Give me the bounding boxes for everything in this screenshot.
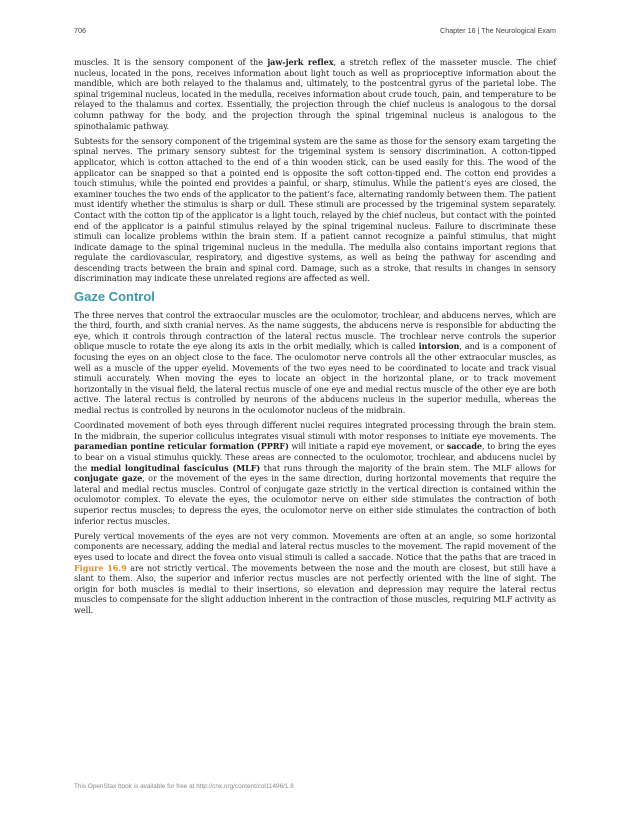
paragraph-trigeminal-nuclei: muscles. It is the sensory component of the jaw-jerk reflex, a stretch reflex of the masseter muscle. The chief nucleus, located in the pons, receives information about light touch as well as proprioceptive information about the mandible, which are both relayed to the thalamus and, ultimately, to the postcentral gyrus of the parietal lobe. The spinal trigeminal nucleus, located in the medulla, receives information about crude touch, pain, and temperature to be relayed to the thalamus and cortex. Essentially, the projection through the chief nucleus is analogous to the dorsal column pathway for the body, and the projection through the spinal trigeminal nucleus is analogous to the spinothalamic pathway. [74, 57, 557, 131]
section-heading-gaze-control: Gaze Control [74, 288, 155, 304]
page-content [74, 57, 556, 620]
term-saccade: saccade [446, 441, 483, 452]
paragraph-sensory-subtests: Subtests for the sensory component of the trigeminal system are the same as those for the sensory exam targeting the spinal nerves. The primary sensory subtest for the trigeminal system is sensory discrimination. A cotton-tipped applicator, which is cotton attached to the end of a thin wooden stick, can be used easily for this. The wood of the applicator can be snapped so that a pointed end is opposite the soft cotton-tipped end. The cotton end provides a touch stimulus, while the pointed end provides a painful, or sharp, stimulus. While the patient’s eyes are closed, the examiner touches the two ends of the applicator to the patient’s face, alternating randomly between them. The patient must identify whether the stimulus is sharp or dull. These stimuli are processed by the trigeminal system separately. Contact with the cotton tip of the applicator is a light touch, relayed by the chief nucleus, but contact with the pointed end of the applicator is a painful stimulus relayed by the spinal trigeminal nucleus. Failure to discriminate these stimuli can localize problems within the brain stem. If a patient cannot recognize a painful stimulus, that might indicate damage to the spinal trigeminal nucleus in the medulla. The medulla also contains important regions that regulate the cardiovascular, respiratory, and digestive systems, as well as being the pathway for ascending and descending tracts between the brain and spinal cord. Damage, such as a stroke, that results in changes in sensory discrimination may indicate these unrelated regions are affected as well. [74, 135, 556, 284]
figure-link[interactable]: Figure 16.9 [74, 562, 127, 573]
paragraph-coordinated-movement: Coordinated movement of both eyes through different nuclei requires integrated processing through the brain stem. In the midbrain, the superior colliculus integrates visual stimuli with motor responses to initiate eye movements. The paramedian pontine reticular formation (PPRF) will initiate a rapid eye movement, or saccade, to bring the eyes to bear on a visual stimulus quickly. These areas are connected to the oculomotor, trochlear, and abducens nuclei by the medial longitudinal fasciculus (MLF) that runs through the majority of the brain stem. The MLF allows for conjugate gaze, or the movement of the eyes in the same direction, during horizontal movements that require the lateral and medial rectus muscles. Control of conjugate gaze strictly in the vertical direction is contained within the oculomotor complex. To elevate the eyes, the oculomotor nerve on either side stimulates the contraction of both superior rectus muscles; to depress the eyes, the oculomotor nerve on either side stimulates the contraction of both inferior rectus muscles. [74, 420, 556, 526]
chapter-title: Chapter 16 | The Neurological Exam [440, 26, 556, 35]
term-intorsion: intorsion [418, 341, 460, 352]
page-footer: This OpenStax book is available for free at http://cnx.org/content/col11496/1.8 [74, 783, 294, 790]
paragraph-vertical-movements: Purely vertical movements of the eyes are not very common. Movements are often at an angle, so some horizontal components are necessary, adding the medial and lateral rectus muscles to the movement. The rapid movement of the eyes used to locate and direct the fovea onto visual stimuli is called a saccade. Notice that the paths that are traced in Figure 16.9 are not strictly vertical. The movements between the nose and the mouth are closest, but still have a slant to them. Also, the superior and inferior rectus muscles are not perfectly oriented with the line of sight. The origin for both muscles is medial to their insertions, so elevation and depression may require the lateral rectus muscles to compensate for the slight adduction inherent in the contraction of those muscles, requiring MLF activity as well. [74, 530, 557, 615]
term-pprf: paramedian pontine reticular formation (PPRF) [74, 441, 289, 452]
page-number: 706 [74, 26, 86, 35]
running-head [74, 26, 556, 35]
paragraph-extraocular-nerves: The three nerves that control the extraocular muscles are the oculomotor, trochlear, and abducens nerves, which are the third, fourth, and sixth cranial nerves. As the name suggests, the abducens nerve is responsible for abducting the eye, which it controls through contraction of the lateral rectus muscle. The trochlear nerve controls the superior oblique muscle to rotate the eye along its axis in the orbit medially, which is called intorsion, and is a component of focusing the eyes on an object close to the face. The oculomotor nerve controls all the other extraocular muscles, as well as a muscle of the upper eyelid. Movements of the two eyes need to be coordinated to locate and track visual stimuli accurately. When moving the eyes to locate an object in the horizontal plane, or to track movement horizontally in the visual field, the lateral rectus muscle of one eye and medial rectus muscle of the other eye are both active. The lateral rectus is controlled by neurons of the abducens nucleus in the superior medulla, whereas the medial rectus is controlled by neurons in the oculomotor nucleus of the midbrain. [74, 309, 556, 415]
term-mlf: medial longitudinal fasciculus (MLF) [90, 462, 261, 473]
term-jaw-jerk-reflex: jaw-jerk reflex [267, 57, 334, 67]
term-conjugate-gaze: conjugate gaze [74, 473, 143, 484]
